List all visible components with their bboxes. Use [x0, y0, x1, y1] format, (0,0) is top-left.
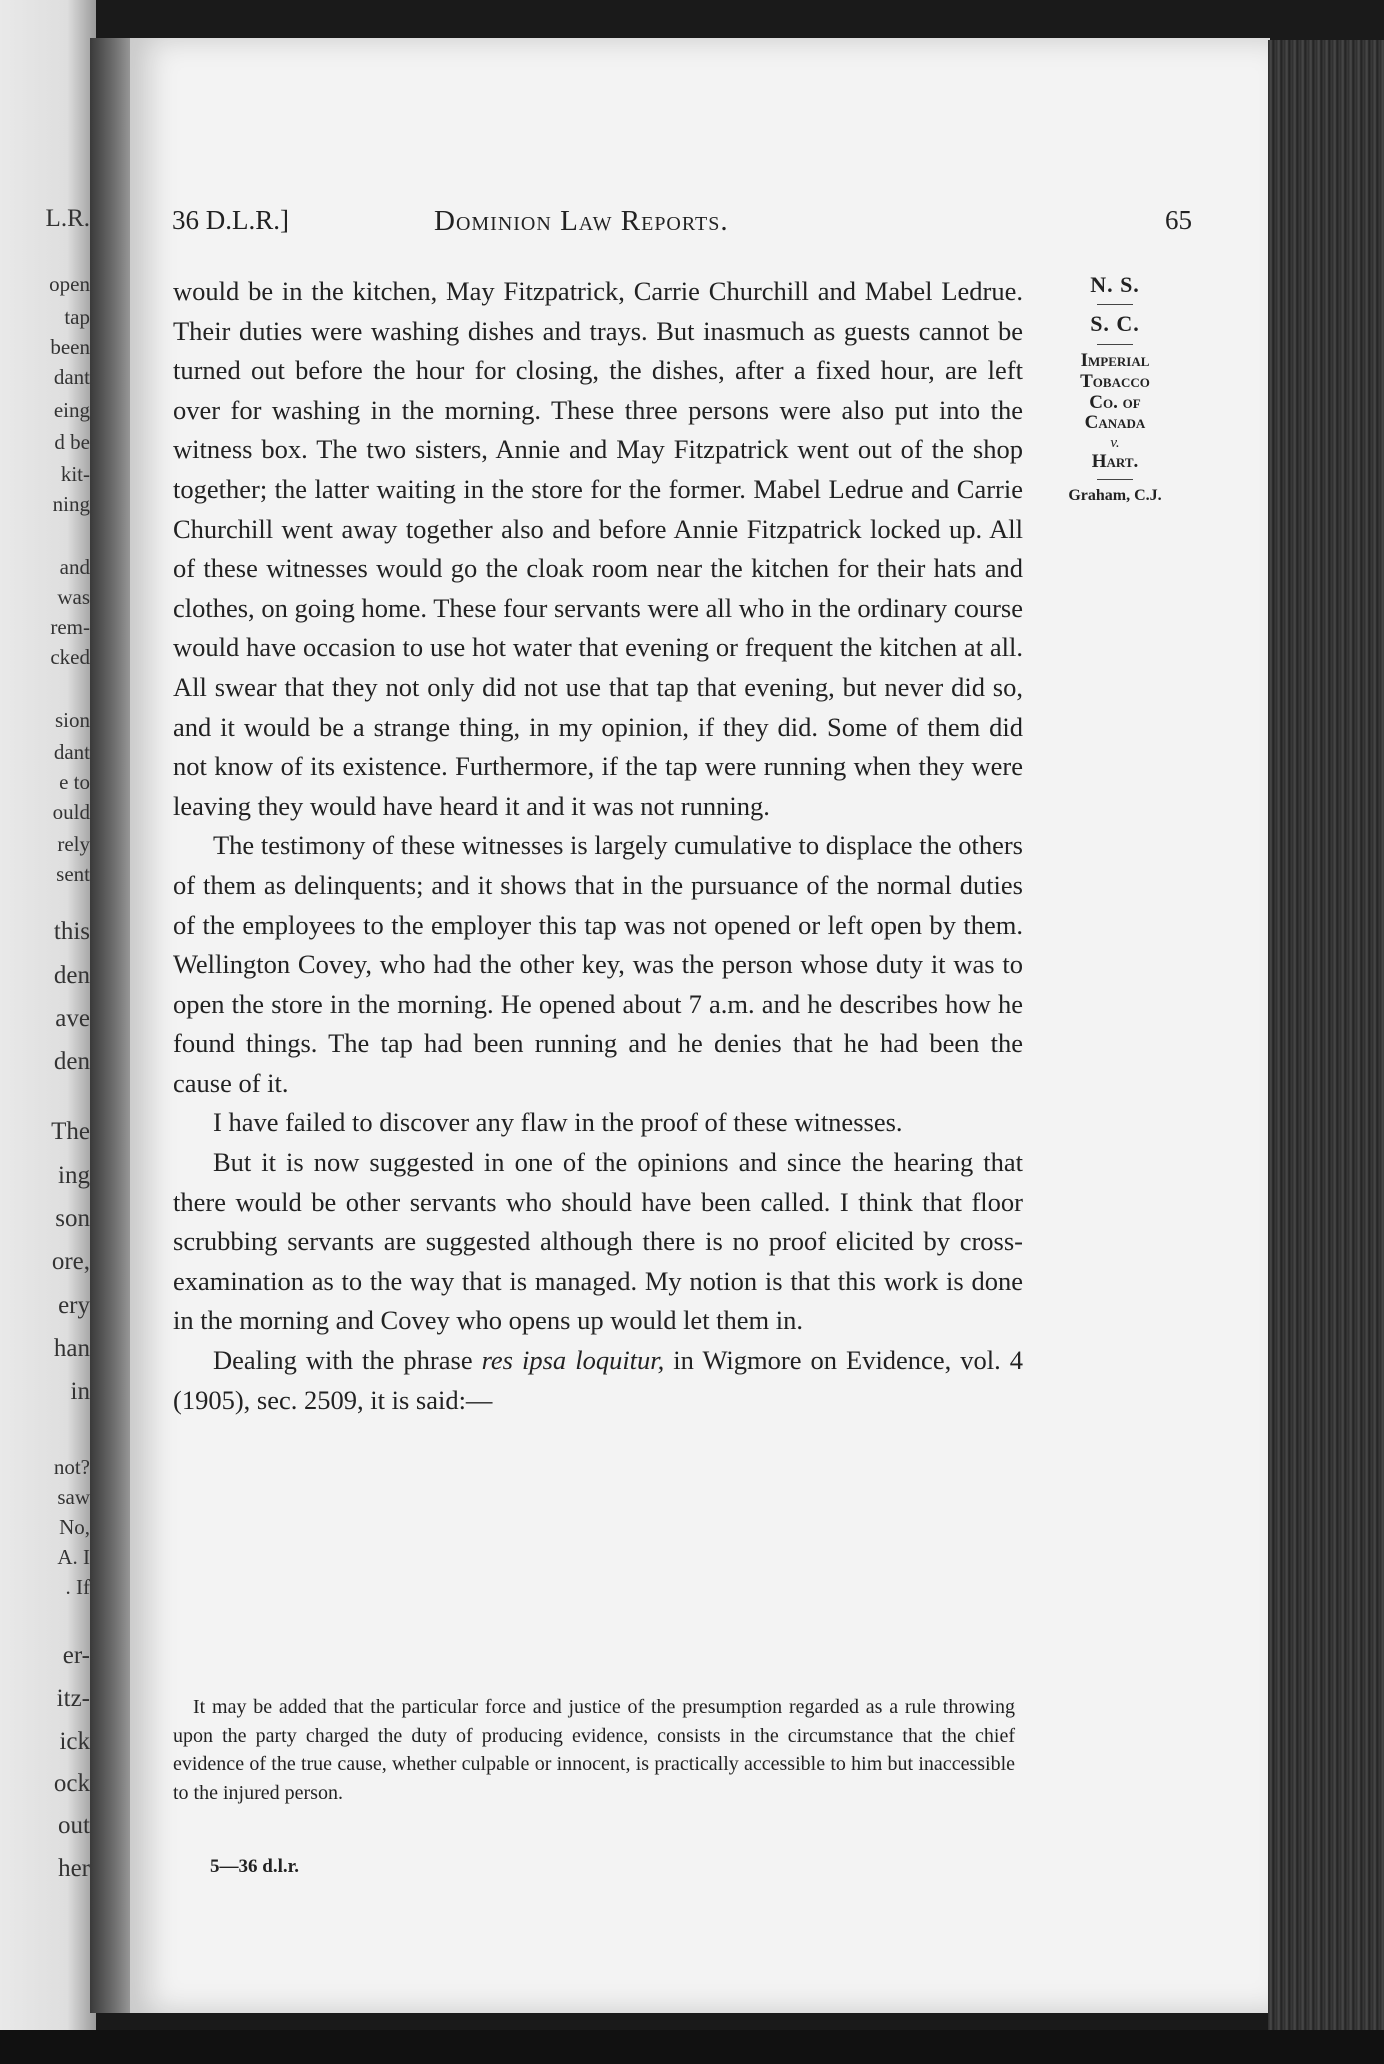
facing-page-text: itz- [56, 1685, 90, 1712]
case-name-line: Hart. [1091, 451, 1139, 473]
facing-page-text: e to [59, 770, 90, 794]
facing-page-text: dant [53, 740, 90, 764]
province-label: N. S. [1090, 272, 1140, 297]
facing-page-text: kit- [60, 462, 90, 486]
latin-phrase: res ipsa loquitur, [481, 1345, 665, 1376]
divider [1097, 344, 1133, 345]
signature-mark: 5—36 d.l.r. [210, 1856, 300, 1877]
facing-page-text: han [53, 1335, 90, 1362]
facing-page-text: ock [53, 1770, 90, 1797]
facing-page-text: ave [55, 1005, 90, 1032]
block-quote: It may be added that the particular force and justice of the presumption regarded as a rule throwing upon the party charged the duty of producing evidence, consists in the circumstance that the chief evidence of the true cause, whether culpable or innocent, is practically accessible to him but inaccessible to the injured person. [173, 1696, 1015, 1804]
paragraph: The testimony of these witnesses is largely cumulative to displace the others of them as delinquents; and it shows that in the pursuance of the normal duties of the employees to the employer this tap was not opened or left open by them. Wellington Covey, who had the other key, was the person whose duty it was to open the store in the morning. He opened about 7 a.m. and he describes how he found things. The tap had been running and he denies that he had been the cause of it. [173, 830, 1023, 1098]
page-edges [1268, 40, 1384, 2030]
facing-page-text: The [51, 1118, 90, 1145]
facing-page-text: dant [53, 365, 90, 389]
judgment-text [173, 272, 1023, 1420]
facing-page-text: A. I [57, 1545, 90, 1569]
paragraph: would be in the kitchen, May Fitzpatrick, Carrie Churchill and Mabel Ledrue. Their duties were washing dishes and trays. But inasmuch as guests cannot be turned out before the hour for closing, the dishes, after a fixed hour, are left over for washing in the morning. These three persons were also put into the witness box. The two sisters, Annie and May Fitzpatrick went out of the shop together; the latter waiting in the store for the former. Mabel Ledrue and Carrie Churchill went away together also and before Annie Fitzpatrick locked up. All of these witnesses would go the cloak room near the kitchen for their hats and clothes, on going home. These four servants were all who in the ordinary course would have occasion to use hot water that evening or frequent the kitchen at all. All swear that they not only did not use that tap that evening, but never did so, and it would be a strange thing, in my opinion, if they did. Some of them did not know of its existence. Furthermore, if the tap were running when they were leaving they would have heard it and it was not running. [173, 276, 1023, 821]
facing-page-text: this [53, 918, 90, 945]
case-name-line: Imperial [1080, 349, 1150, 371]
running-header [172, 205, 1192, 245]
case-name-line: Canada [1084, 412, 1146, 434]
facing-page-text: in [70, 1378, 90, 1405]
facing-page-text: No, [59, 1515, 90, 1539]
facing-page-text: was [57, 585, 90, 609]
facing-page-text: er- [62, 1642, 90, 1669]
facing-page-text: ore, [51, 1248, 90, 1275]
paragraph: I have failed to discover any flaw in the proof of these witnesses. [213, 1107, 903, 1138]
volume-reference: 36 D.L.R.] [172, 205, 289, 235]
facing-page-text: ould [52, 800, 90, 824]
facing-page-text: ning [52, 492, 90, 516]
facing-page-text: rely [57, 832, 90, 856]
facing-page-text: cked [50, 645, 90, 669]
court-label: S. C. [1090, 311, 1140, 337]
facing-page-text: saw [57, 1485, 90, 1509]
facing-page-text: out [58, 1812, 90, 1839]
facing-page-text: den [53, 962, 90, 989]
facing-page-text: ick [59, 1728, 90, 1755]
facing-page-text: been [50, 335, 90, 359]
facing-page-text: . If [65, 1575, 90, 1599]
facing-page-text: her [58, 1855, 90, 1882]
divider [1097, 479, 1133, 480]
facing-page-text: and [59, 555, 90, 579]
text-run: in Wigmore on Evidence, vol. 4 (1905), sec. 2509, it is said:— [173, 1345, 1023, 1415]
facing-page-text: sion [54, 708, 90, 732]
judge-name: Graham, C.J. [1068, 487, 1162, 505]
versus-label: v. [1110, 435, 1120, 452]
facing-page-text: ery [58, 1292, 90, 1319]
page-number: 65 [1165, 205, 1192, 235]
facing-page-text: rem- [50, 615, 90, 639]
facing-page-text: son [55, 1205, 90, 1232]
divider [1097, 304, 1133, 305]
facing-page-text: eing [53, 398, 90, 422]
facing-page-fragment [0, 0, 96, 2030]
facing-page-text: d be [54, 430, 90, 454]
case-name-line: Tobacco [1080, 370, 1150, 392]
scan-border [0, 2030, 1384, 2064]
facing-page-text: ing [58, 1162, 90, 1189]
journal-title: Dominion Law Reports. [434, 205, 729, 237]
paragraph-wigmore [173, 1341, 1023, 1420]
text-run: Dealing with the phrase [213, 1345, 482, 1376]
case-sidenote [1050, 272, 1180, 505]
facing-page-text: not? [53, 1455, 90, 1479]
case-name-line: Co. of [1089, 391, 1141, 413]
facing-page-text: L.R. [45, 205, 90, 232]
facing-page-text: sent [56, 862, 90, 886]
paragraph: But it is now suggested in one of the opinions and since the hearing that there would be other servants who should have been called. I think that floor scrubbing servants are suggested although there is no proof elicited by cross-examination as to the way that is managed. My notion is that this work is done in the morning and Covey who opens up would let them in. [173, 1147, 1023, 1336]
facing-page-text: open [49, 272, 90, 296]
facing-page-text: tap [64, 305, 90, 329]
facing-page-text: den [53, 1048, 90, 1075]
